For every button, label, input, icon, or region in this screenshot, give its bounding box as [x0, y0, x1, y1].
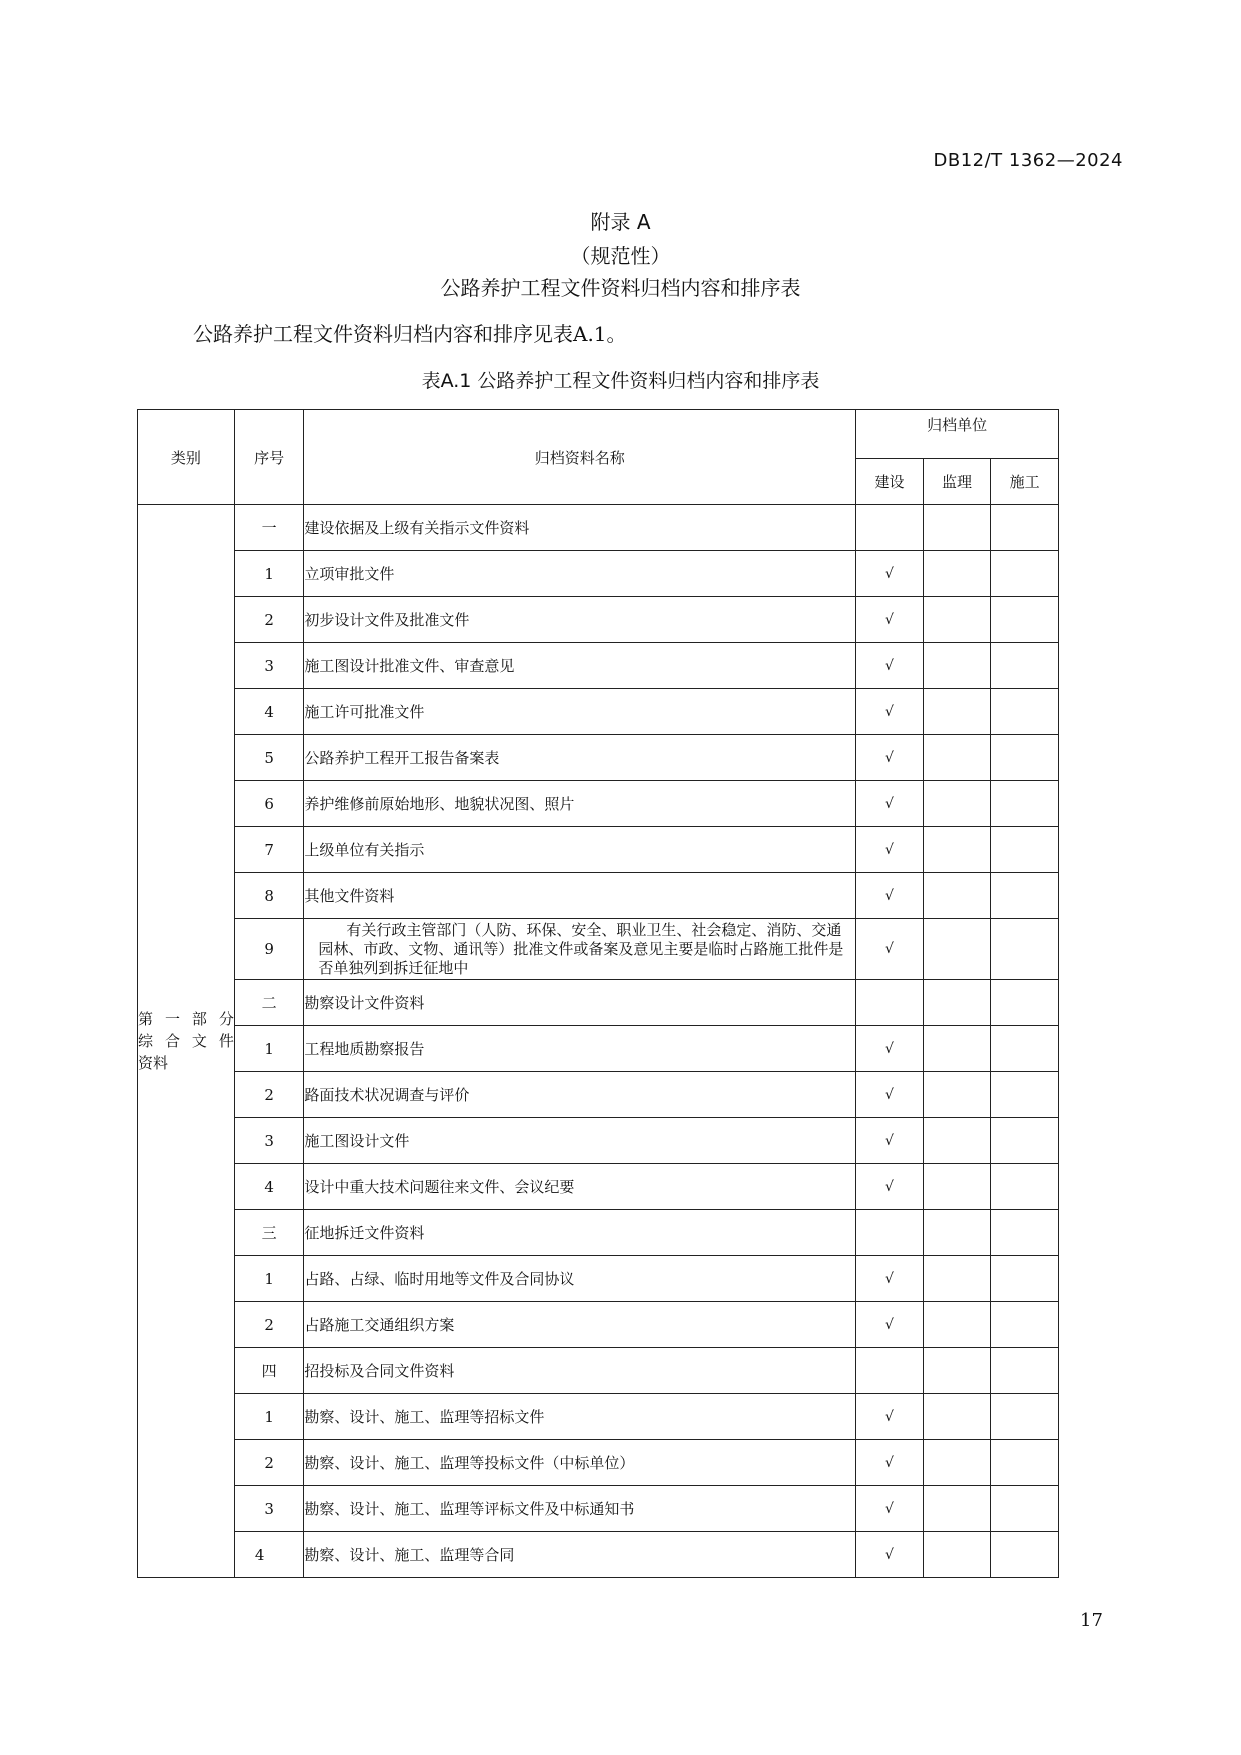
table-row [138, 1532, 1059, 1578]
row-number: 四 [234, 1348, 304, 1394]
check-build: √ [856, 735, 924, 781]
table-row [138, 643, 1059, 689]
row-number: 2 [234, 597, 304, 643]
table-row [138, 1072, 1059, 1118]
page-number: 17 [1080, 1610, 1103, 1631]
check-construct [991, 1440, 1059, 1486]
category-line: 第 一 部 分 [138, 1010, 234, 1028]
check-build: √ [856, 1440, 924, 1486]
row-name: 初步设计文件及批准文件 [304, 597, 856, 643]
table-caption: 表A.1 公路养护工程文件资料归档内容和排序表 [421, 370, 820, 392]
row-number: 三 [234, 1210, 304, 1256]
check-supervise [923, 1302, 991, 1348]
header-category: 类别 [138, 410, 235, 505]
check-supervise [923, 1118, 991, 1164]
row-number: 2 [234, 1302, 304, 1348]
check-build [856, 1210, 924, 1256]
check-supervise [923, 1348, 991, 1394]
table-row [138, 1440, 1059, 1486]
check-supervise [923, 1440, 991, 1486]
check-construct [991, 689, 1059, 735]
row-number: 5 [234, 735, 304, 781]
check-construct [991, 1210, 1059, 1256]
category-cell [138, 505, 235, 1578]
row-number: 8 [234, 873, 304, 919]
check-construct [991, 1394, 1059, 1440]
check-construct [991, 1348, 1059, 1394]
check-supervise [923, 597, 991, 643]
check-construct [991, 1072, 1059, 1118]
check-construct [991, 1486, 1059, 1532]
check-build: √ [856, 689, 924, 735]
check-build: √ [856, 1164, 924, 1210]
check-supervise [923, 827, 991, 873]
check-build: √ [856, 1072, 924, 1118]
table-row [138, 1256, 1059, 1302]
check-build [856, 1348, 924, 1394]
table-header-row [138, 410, 1059, 459]
check-supervise [923, 505, 991, 551]
check-build: √ [856, 1026, 924, 1072]
check-build: √ [856, 1302, 924, 1348]
header-unit-build: 建设 [856, 459, 924, 505]
check-construct [991, 919, 1059, 980]
row-number: 二 [234, 980, 304, 1026]
table-row [138, 1302, 1059, 1348]
check-build: √ [856, 919, 924, 980]
header-name: 归档资料名称 [304, 410, 856, 505]
check-supervise [923, 980, 991, 1026]
row-number: 3 [234, 643, 304, 689]
table-row [138, 1486, 1059, 1532]
check-supervise [923, 689, 991, 735]
check-supervise [923, 551, 991, 597]
table-row [138, 1164, 1059, 1210]
check-build: √ [856, 1486, 924, 1532]
check-construct [991, 735, 1059, 781]
table-row [138, 1118, 1059, 1164]
row-number: 6 [234, 781, 304, 827]
archive-table [137, 409, 1059, 1578]
check-construct [991, 827, 1059, 873]
row-name: 占路、占绿、临时用地等文件及合同协议 [304, 1256, 856, 1302]
check-supervise [923, 735, 991, 781]
table-row [138, 1210, 1059, 1256]
check-supervise [923, 1256, 991, 1302]
check-supervise [923, 1072, 991, 1118]
row-number: 4 [234, 1532, 304, 1578]
check-construct [991, 873, 1059, 919]
table-row [138, 505, 1059, 551]
check-build: √ [856, 1394, 924, 1440]
table-row [138, 689, 1059, 735]
check-construct [991, 980, 1059, 1026]
check-build: √ [856, 643, 924, 689]
check-construct [991, 1026, 1059, 1072]
check-construct [991, 1256, 1059, 1302]
check-construct [991, 551, 1059, 597]
header-number: 序号 [234, 410, 304, 505]
table-row [138, 1348, 1059, 1394]
row-number: 4 [234, 1164, 304, 1210]
row-name: 上级单位有关指示 [304, 827, 856, 873]
row-name: 勘察、设计、施工、监理等合同 [304, 1532, 856, 1578]
row-number: 3 [234, 1486, 304, 1532]
row-name: 施工许可批准文件 [304, 689, 856, 735]
header-unit-supervise: 监理 [923, 459, 991, 505]
check-supervise [923, 1164, 991, 1210]
document-code: DB12/T 1362—2024 [933, 150, 1123, 171]
row-number: 4 [234, 689, 304, 735]
header-unit-construct: 施工 [991, 459, 1059, 505]
check-build: √ [856, 551, 924, 597]
row-number: 一 [234, 505, 304, 551]
check-supervise [923, 1532, 991, 1578]
row-name: 施工图设计文件 [304, 1118, 856, 1164]
check-supervise [923, 1486, 991, 1532]
appendix-type: （规范性） [570, 244, 671, 268]
row-name: 养护维修前原始地形、地貌状况图、照片 [304, 781, 856, 827]
check-construct [991, 597, 1059, 643]
row-name: 路面技术状况调查与评价 [304, 1072, 856, 1118]
check-build: √ [856, 827, 924, 873]
row-name: 有关行政主管部门（人防、环保、安全、职业卫生、社会稳定、消防、交通园林、市政、文物、通讯等）批准文件或备案及意见主要是临时占路施工批件是否单独列到拆迁征地中 [304, 919, 856, 980]
row-name: 公路养护工程开工报告备案表 [304, 735, 856, 781]
table-row [138, 551, 1059, 597]
row-name: 招投标及合同文件资料 [304, 1348, 856, 1394]
check-build: √ [856, 873, 924, 919]
check-supervise [923, 781, 991, 827]
table-row [138, 597, 1059, 643]
row-number: 1 [234, 1026, 304, 1072]
row-name: 勘察、设计、施工、监理等投标文件（中标单位） [304, 1440, 856, 1486]
table-row [138, 873, 1059, 919]
check-supervise [923, 643, 991, 689]
check-construct [991, 505, 1059, 551]
check-supervise [923, 873, 991, 919]
check-construct [991, 781, 1059, 827]
row-name: 立项审批文件 [304, 551, 856, 597]
row-name: 设计中重大技术问题往来文件、会议纪要 [304, 1164, 856, 1210]
row-number: 9 [234, 919, 304, 980]
check-supervise [923, 1210, 991, 1256]
check-construct [991, 1118, 1059, 1164]
header-unit: 归档单位 [856, 410, 1059, 459]
check-build: √ [856, 1532, 924, 1578]
check-construct [991, 1164, 1059, 1210]
category-line: 综 合 文 件 [138, 1032, 234, 1050]
appendix-title: 附录 A [590, 210, 651, 234]
row-number: 1 [234, 1394, 304, 1440]
row-number: 3 [234, 1118, 304, 1164]
intro-paragraph: 公路养护工程文件资料归档内容和排序见表A.1。 [193, 322, 627, 346]
row-number: 1 [234, 1256, 304, 1302]
check-supervise [923, 1394, 991, 1440]
row-name: 施工图设计批准文件、审查意见 [304, 643, 856, 689]
row-name: 勘察、设计、施工、监理等招标文件 [304, 1394, 856, 1440]
check-build: √ [856, 781, 924, 827]
appendix-subject: 公路养护工程文件资料归档内容和排序表 [440, 276, 801, 300]
row-name: 勘察设计文件资料 [304, 980, 856, 1026]
table-row [138, 827, 1059, 873]
table-row [138, 919, 1059, 980]
row-name: 建设依据及上级有关指示文件资料 [304, 505, 856, 551]
row-number: 2 [234, 1072, 304, 1118]
category-line: 资料 [138, 1054, 169, 1072]
check-build: √ [856, 597, 924, 643]
table-row [138, 1394, 1059, 1440]
row-name: 占路施工交通组织方案 [304, 1302, 856, 1348]
check-supervise [923, 1026, 991, 1072]
row-name: 其他文件资料 [304, 873, 856, 919]
check-build: √ [856, 1118, 924, 1164]
row-number: 7 [234, 827, 304, 873]
check-build [856, 505, 924, 551]
row-number: 2 [234, 1440, 304, 1486]
check-construct [991, 1532, 1059, 1578]
check-construct [991, 1302, 1059, 1348]
check-construct [991, 643, 1059, 689]
table-row [138, 735, 1059, 781]
check-build [856, 980, 924, 1026]
table-row [138, 781, 1059, 827]
table-row [138, 980, 1059, 1026]
row-name: 征地拆迁文件资料 [304, 1210, 856, 1256]
row-number: 1 [234, 551, 304, 597]
table-row [138, 1026, 1059, 1072]
check-supervise [923, 919, 991, 980]
check-build: √ [856, 1256, 924, 1302]
row-name: 勘察、设计、施工、监理等评标文件及中标通知书 [304, 1486, 856, 1532]
row-name: 工程地质勘察报告 [304, 1026, 856, 1072]
